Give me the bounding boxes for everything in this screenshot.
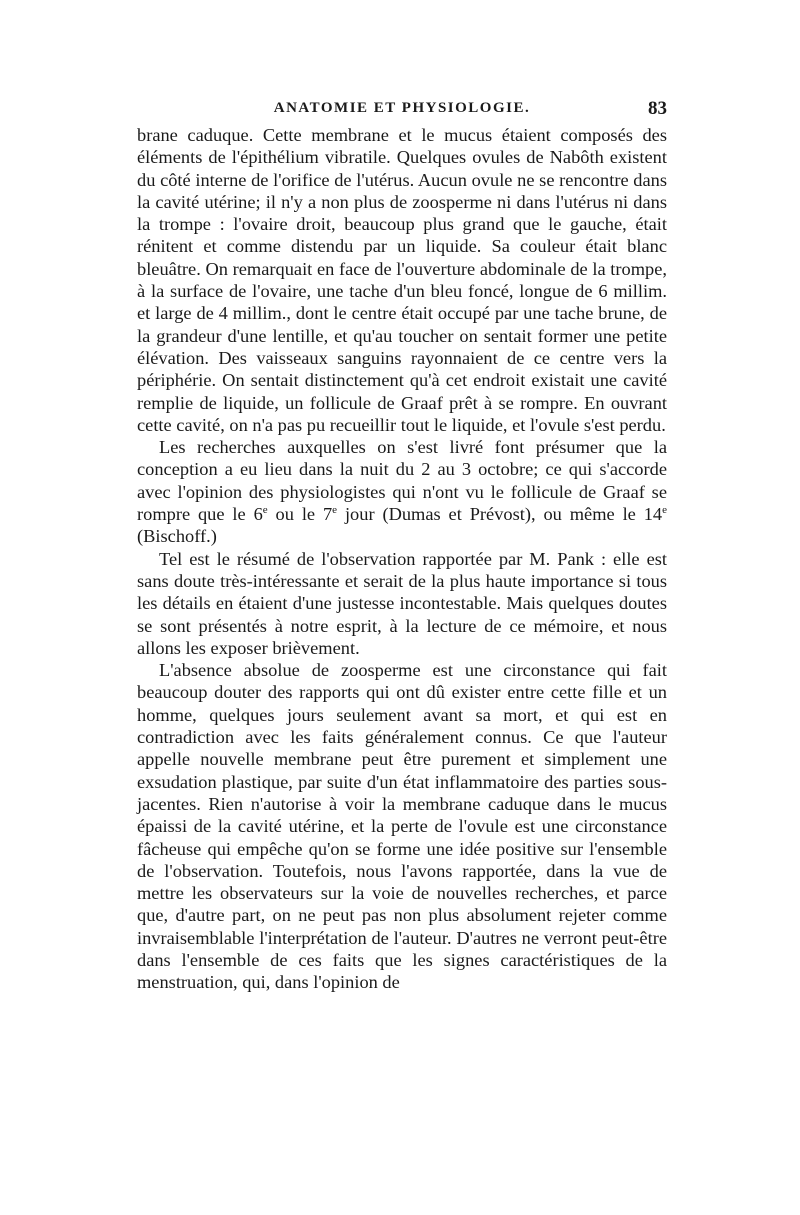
paragraph — [137, 548, 667, 659]
paragraph-text: Les recherches auxquelles on s'est livré font présumer que la conception a eu lieu dans la nuit du 2 au 3 octobre; ce qui s'accorde avec l'opinion des physiologistes qui n'ont vu le follicule de Graaf se rompre que le 6 — [137, 437, 667, 525]
paragraph — [137, 436, 667, 547]
paragraph-text: Tel est le résumé de l'observation rapportée par M. Pank : elle est sans doute très-intéressante et serait de la plus haute importance si tous les détails en étaient d'une justesse incontestable. Mais quelques doutes se sont présentés à notre esprit, à la lecture de ce mémoire, et nous allons les exposer brièvement. — [137, 548, 667, 658]
paragraph-text: (Bischoff.) — [137, 526, 217, 547]
superscript: e — [662, 503, 667, 516]
paragraph-text: ou le 7 — [267, 504, 333, 525]
paragraph-text: jour (Dumas et Prévost), ou même le 14 — [337, 504, 663, 525]
running-head — [137, 100, 667, 124]
book-page — [137, 100, 667, 994]
superscript: e — [262, 503, 268, 516]
paragraph — [137, 659, 667, 993]
paragraph-text: L'absence absolue de zoosperme est une circonstance qui fait beaucoup douter des rapports qui ont dû exister entre cette fille et un homme, quelques jours seulement avant sa mort, et qui est en contradiction avec les faits généralement connus. Ce que l'auteur appelle nouvelle membrane peut être purement et simplement une exsudation plastique, par suite d'un état inflammatoire des parties sous-jacentes. Rien n'autorise à voir la membrane caduque dans le mucus épaissi de la cavité utérine, et la perte de l'ovule est une circonstance fâcheuse qui empêche qu'on se forme une idée positive sur l'ensemble de l'observation. Toutefois, nous l'avons rapportée, dans la vue de mettre les observateurs sur la voie de nouvelles recherches, et parce que, d'autre part, on ne peut pas non plus absolument rejeter comme invraisemblable l'interprétation de l'auteur. D'autres ne verront peut-être dans l'ensemble de ces faits que les signes caractéristiques de la menstruation, qui, dans l'opinion de — [137, 660, 667, 993]
body-text — [137, 124, 667, 994]
page-number: 83 — [648, 98, 667, 119]
running-title: ANATOMIE ET PHYSIOLOGIE. — [273, 100, 531, 116]
superscript: e — [332, 503, 338, 516]
paragraph-text: brane caduque. Cette membrane et le mucus étaient composés des éléments de l'épithélium vibratile. Quelques ovules de Nabôth existent du côté interne de l'orifice de l'utérus. Aucun ovule ne se rencontre dans la cavité utérine; il n'y a non plus de zoosperme ni dans l'utérus ni dans la trompe : l'ovaire droit, beaucoup plus grand que le gauche, était rénitent et comme distendu par un liquide. Sa couleur était blanc bleuâtre. On remarquait en face de l'ouverture abdominale de la trompe, à la surface de l'ovaire, une tache d'un bleu foncé, longue de 6 millim. et large de 4 millim., dont le centre était occupé par une tache brune, de la grandeur d'une lentille, et qu'au toucher on sentait former une petite élévation. Des vaisseaux sanguins rayonnaient de ce centre vers la périphérie. On sentait distinctement qu'à cet endroit existait une cavité remplie de liquide, un follicule de Graaf prêt à se rompre. En ouvrant cette cavité, on n'a pas pu recueillir tout le liquide, et l'ovule s'est perdu. — [137, 125, 667, 435]
paragraph — [137, 124, 667, 436]
